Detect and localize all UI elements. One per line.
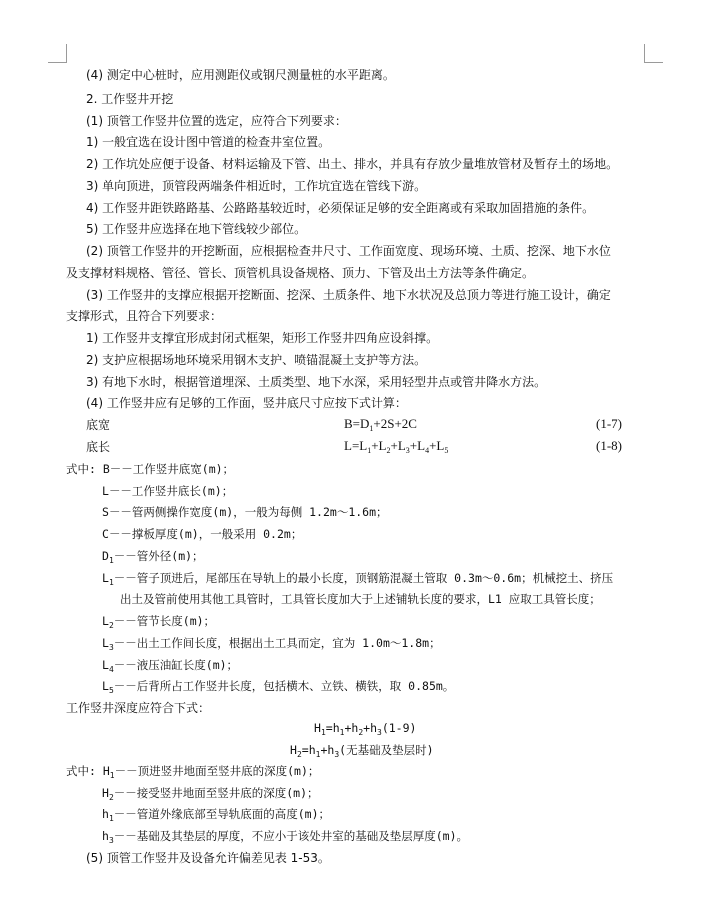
definition-line: $D_1--$管外径(m)；	[102, 549, 204, 565]
text-line: (1) 顶管工作竖井位置的选定，应符合下列要求：	[86, 114, 347, 128]
text-line: 支撑形式，且符合下列要求：	[66, 309, 223, 323]
text-line: 2) 工作坑处应便于设备、材料运输及下管、出土、排水，并具有存放少量堆放管材及暂存土的场地。	[86, 157, 619, 171]
formula-label-width: 底宽	[86, 418, 111, 432]
page-corner-mark-top-right	[644, 44, 663, 63]
definition-line: L－－工作竖井底长(m)；	[102, 484, 234, 498]
definition-line: $L_2--$管节长度(m)；	[102, 614, 216, 630]
definition-intro: 式中: B－－工作竖井底宽(m)；	[66, 462, 235, 476]
text-line: (5) 顶管工作竖井及设备允许偏差见表 1-53。	[86, 851, 330, 865]
definition-line: S－－管两侧操作宽度(m)，一般为每侧 1.2m～1.6m；	[102, 505, 388, 519]
formula-depth-receiving: $H_2=h_1+h_3$(无基础及垫层时)	[290, 743, 434, 759]
text-line: 3) 有地下水时，根据管道埋深、土质类型、地下水深，采用轻型井点或管井降水方法。	[86, 375, 547, 389]
page-corner-mark-top-left	[48, 44, 67, 63]
text-line: (4) 测定中心桩时，应用测距仪或钢尺测量桩的水平距离。	[86, 68, 395, 82]
definition-line: C－－撑板厚度(m)，一般采用 0.2m；	[102, 527, 303, 541]
definition-line: $H_2--$接受竖井地面至竖井底的深度(m)；	[102, 786, 319, 802]
formula-depth-jacking: $H_1=h_1+h_2+h_3(1-9)$	[314, 721, 417, 737]
text-line: 1) 一般宜选在设计图中管道的检查井室位置。	[86, 135, 331, 149]
formula-label-length: 底长	[86, 440, 111, 454]
definition-line: $L_1--$管子顶进后，尾部压在导轨上的最小长度，顶钢筋混凝土管取 0.3m～0.6m；机械挖土、挤压	[102, 571, 614, 587]
section-heading: 2. 工作竖井开挖	[86, 92, 174, 106]
text-line: (4) 工作竖井应有足够的工作面，竖井底尺寸应按下式计算：	[86, 396, 407, 410]
definition-intro: 式中: $H_1--$顶进竖井地面至竖井底的深度(m)；	[66, 764, 320, 780]
text-line: 工作竖井深度应符合下式：	[66, 701, 211, 715]
text-line: (2) 顶管工作竖井的开挖断面，应根据检查井尺寸、工作面宽度、现场环境、土质、挖深、地下水位	[86, 244, 611, 258]
formula-number: (1-7)	[596, 416, 622, 431]
text-line: 3) 单向顶进，顶管段两端条件相近时，工作坑宜选在管线下游。	[86, 179, 427, 193]
definition-line: $L_3--$出土工作间长度，根据出土工具而定，宜为 1.0m～1.8m；	[102, 636, 441, 652]
definition-line: $L_4--$液压油缸长度(m)；	[102, 658, 239, 674]
definition-line-continued: 出土及管前使用其他工具管时，工具管长度加大于上述铺轨长度的要求，L1 应取工具管长度；	[120, 592, 601, 606]
definition-line: $L_5--$后背所占工作竖井长度，包括横木、立铁、横铁，取 0.85m。	[102, 679, 455, 695]
formula-bottom-length: $L=L_1+L_2+L_3+L_4+L_5$	[344, 438, 449, 455]
definition-line: $h_1--$管道外缘底部至导轨底面的高度(m)；	[102, 807, 331, 823]
text-line: 及支撑材料规格、管径、管长、顶管机具设备规格、顶力、下管及出土方法等条件确定。	[66, 266, 535, 280]
formula-bottom-width: $B=D_1+2S+2C$	[344, 416, 417, 433]
text-line: 4) 工作竖井距铁路路基、公路路基较近时，必须保证足够的安全距离或有采取加固措施的条件。	[86, 201, 595, 215]
text-line: (3) 工作竖井的支撑应根据开挖断面、挖深、土质条件、地下水状况及总顶力等进行施工设计，确定	[86, 288, 611, 302]
text-line: 1) 工作竖井支撑宜形成封闭式框架，矩形工作竖井四角应设斜撑。	[86, 331, 439, 345]
definition-line: $h_3--$基础及其垫层的厚度，不应小于该处井室的基础及垫层厚度(m)。	[102, 829, 469, 845]
text-line: 5) 工作竖井应选择在地下管线较少部位。	[86, 222, 307, 236]
text-line: 2) 支护应根据场地环境采用钢木支护、喷锚混凝土支护等方法。	[86, 353, 427, 367]
formula-number: (1-8)	[596, 438, 622, 453]
